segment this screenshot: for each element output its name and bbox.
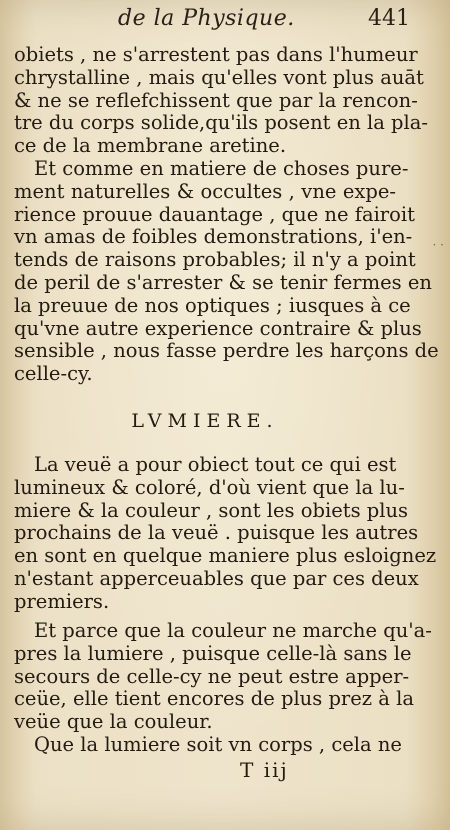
text-line: Que la lumiere soit vn corps , cela ne: [34, 733, 402, 756]
text-line: ment naturelles & occultes , vne expe-: [14, 179, 396, 203]
section-heading: LVMIERE.: [131, 410, 279, 432]
text-line: tends de raisons probables; il n'y a point: [14, 248, 416, 272]
text-line: n'estant apperceuables que par ces deux: [14, 566, 419, 590]
text-line: chrystalline , mais qu'elles vont plus auāt: [14, 65, 424, 89]
text-line: de peril de s'arrester & se tenir fermes en: [14, 270, 432, 294]
text-line: obiets , ne s'arrestent pas dans l'humeur: [14, 43, 418, 66]
text-line: celle-cy.: [14, 362, 93, 386]
text-line: en sont en quelque maniere plus esloignez: [14, 544, 437, 568]
page-header: [118, 6, 408, 36]
text-line: premiers.: [14, 589, 110, 613]
text-line: miere & la couleur , sont les obiets plus: [14, 498, 409, 522]
text-line: sensible , nous fasse perdre les harçons de: [14, 339, 439, 363]
text-line: la preuue de nos optiques ; iusques à ce: [14, 293, 411, 317]
margin-mark: · ·: [432, 238, 444, 252]
text-line: veüe que la couleur.: [14, 710, 213, 734]
text-line: lumineux & coloré, d'où vient que la lu-: [14, 475, 405, 499]
text-line: La veuë a pour obiect tout ce qui est: [34, 453, 397, 476]
text-line: pres la lumiere , puisque celle-là sans le: [14, 641, 412, 665]
text-line: ceüe, elle tient encores de plus prez à la: [14, 687, 414, 711]
text-line: & ne se reflefchissent que par la rencon-: [14, 88, 418, 112]
text-line: Et parce que la couleur ne marche qu'a-: [34, 619, 432, 642]
text-line: qu'vne autre experience contraire & plus: [14, 316, 422, 340]
paragraph-5: [14, 733, 402, 757]
page-number: 441: [368, 6, 410, 31]
text-line: rience prouue dauantage , que ne fairoit: [14, 202, 415, 226]
text-line: secours de celle-cy ne peut estre apper-: [14, 664, 410, 688]
paragraph-1: [14, 43, 428, 158]
text-line: tre du corps solide,qu'ils posent en la pla-: [14, 111, 428, 135]
text-line: vn amas de foibles demonstrations, i'en-: [14, 225, 413, 249]
signature-mark: T iij: [240, 758, 289, 782]
running-title: de la Physique.: [118, 6, 295, 31]
text-line: prochains de la veuë . puisque les autres: [14, 521, 419, 545]
text-line: ce de la membrane aretine.: [14, 134, 287, 158]
paragraph-3: [14, 453, 437, 614]
text-line: Et comme en matiere de choses pure-: [34, 157, 409, 180]
paragraph-4: [14, 619, 432, 734]
paragraph-2: [14, 157, 439, 386]
